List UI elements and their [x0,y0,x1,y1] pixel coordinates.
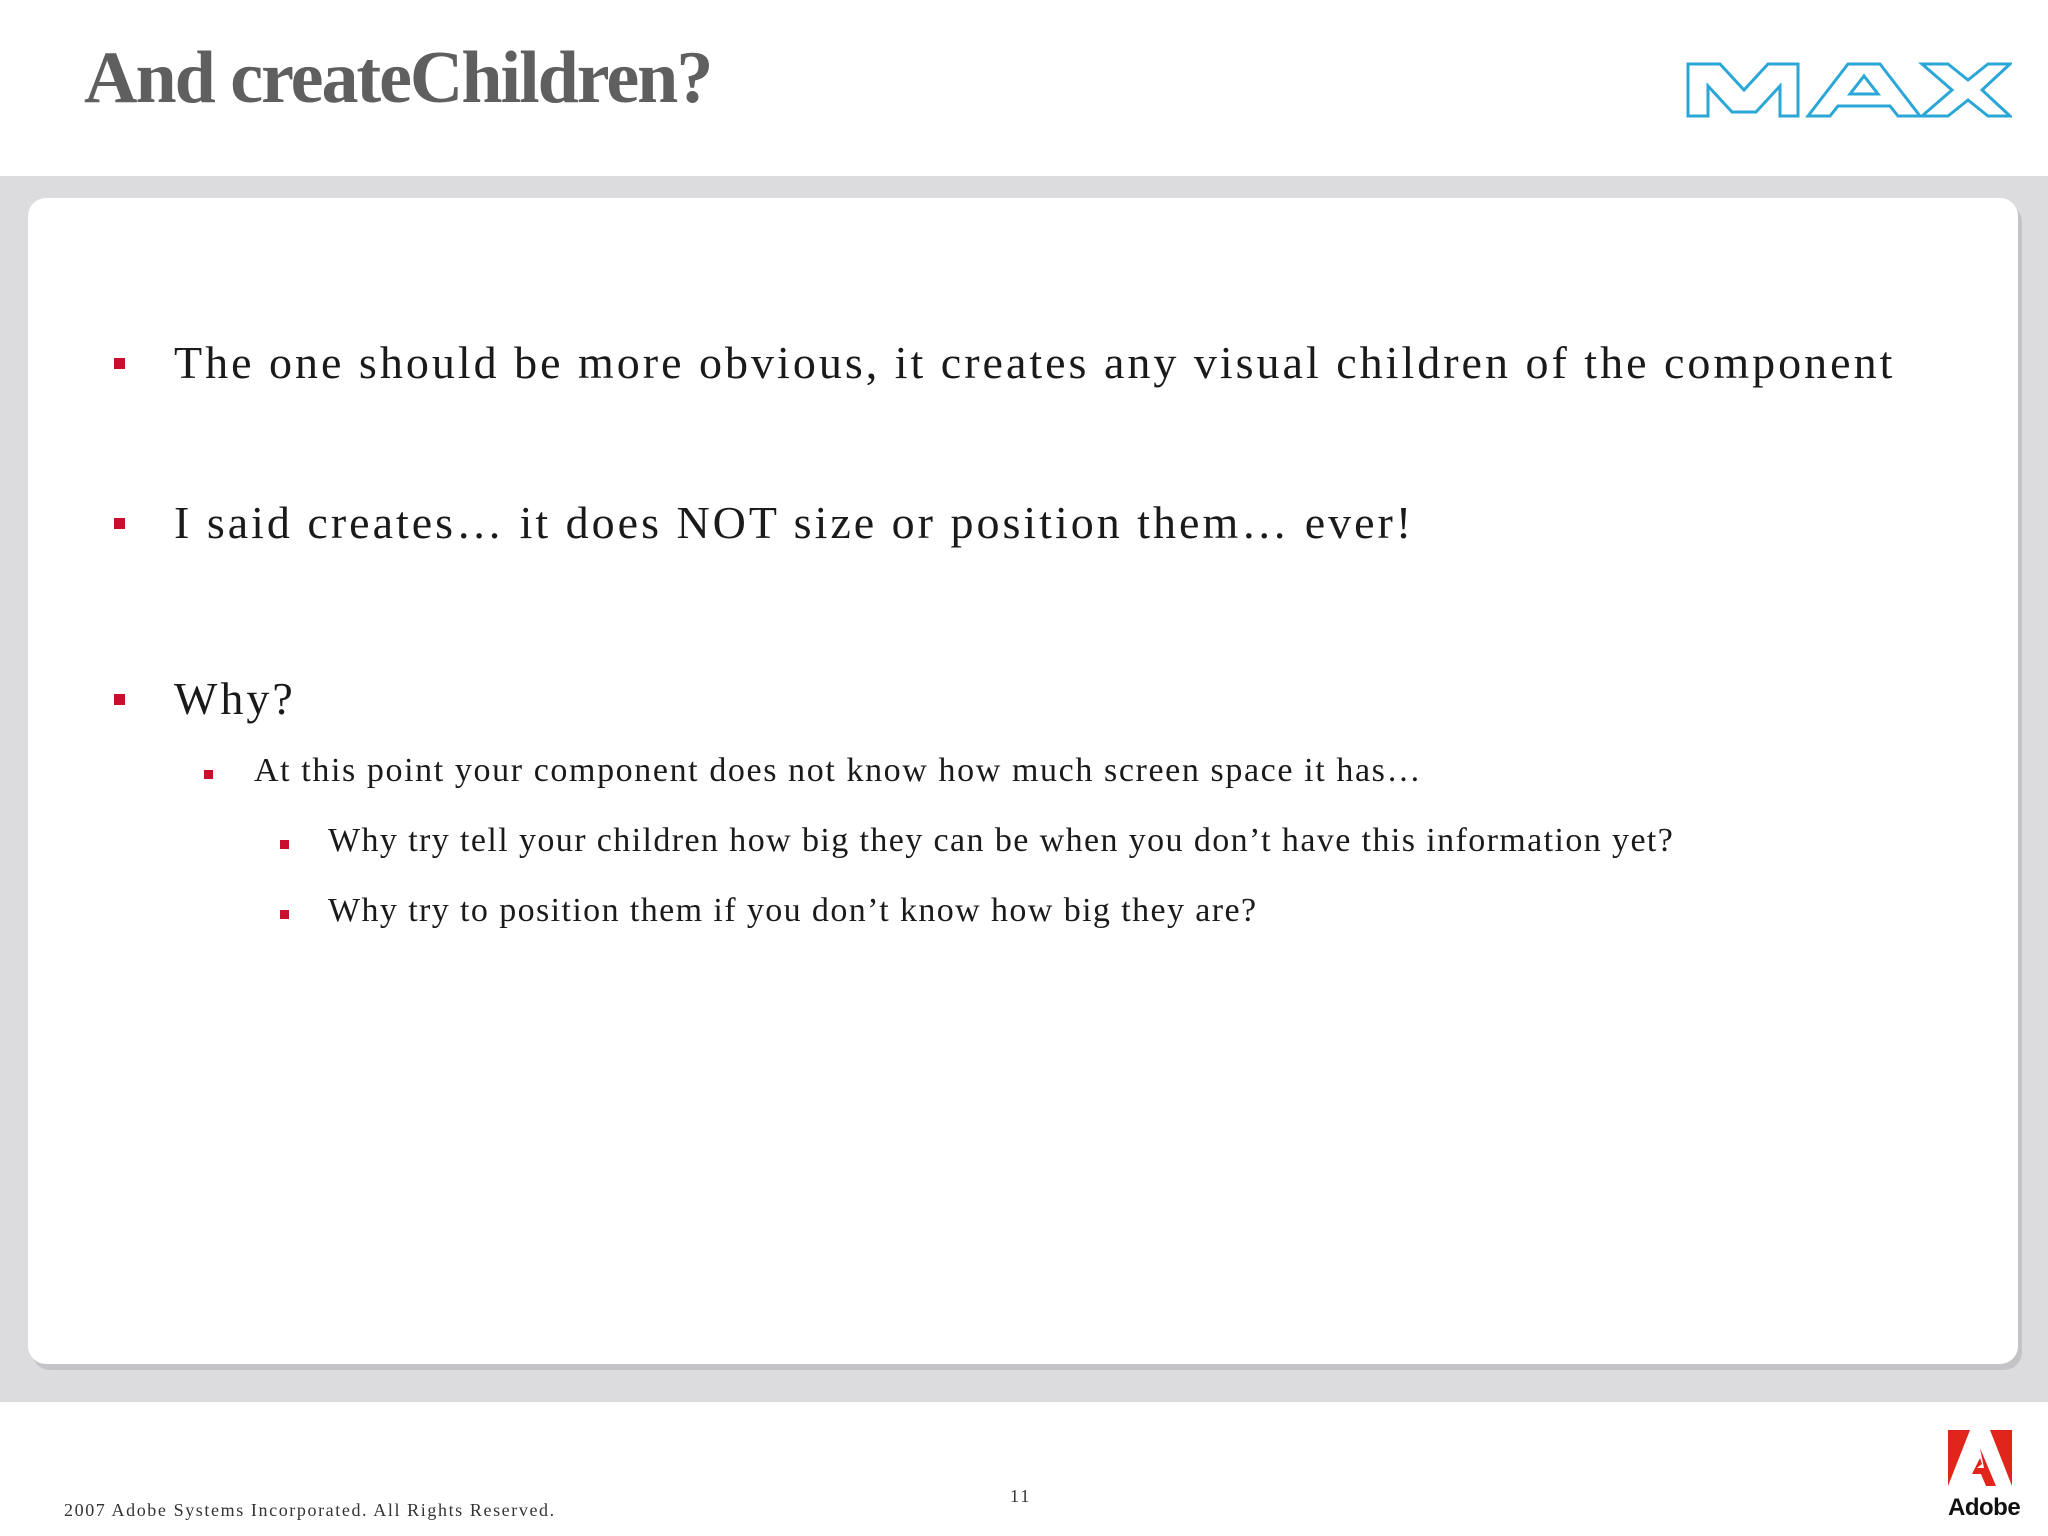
bullet-text: Why? [174,673,296,724]
bullet-text: Why try tell your children how big they can be when you don’t have this information yet? [328,822,1675,859]
bullet-marker-icon [114,694,125,705]
bullet-text: At this point your component does not know how much screen space it has… [254,752,1423,789]
bullet-marker-icon [204,770,213,779]
sub-sub-bullet-item [328,892,1257,930]
bullet-marker-icon [280,910,289,919]
bullet-item [174,496,1414,549]
bullet-marker-icon [114,518,125,529]
bullet-text: The one should be more obvious, it creates any visual children of the component [174,337,1896,388]
bullet-item [174,672,296,725]
sub-bullet-item [254,752,1422,790]
content-panel [28,198,2018,1364]
max-logo-icon [1686,60,2012,120]
bullet-text: I said creates… it does NOT size or position them… ever! [174,497,1415,548]
copyright-text: 2007 Adobe Systems Incorporated. All Rights Reserved. [64,1500,556,1520]
sub-sub-bullet-item [328,822,1674,860]
bullet-item [174,336,1895,389]
page-number: 11 [1010,1486,1032,1506]
bullet-marker-icon [280,840,289,849]
bullet-marker-icon [114,358,125,369]
bullet-text: Why try to position them if you don’t know how big they are? [328,892,1258,929]
slide-header [0,0,2048,176]
slide-title: And createChildren? [84,37,712,119]
bullet-list [28,198,2018,1364]
adobe-wordmark: Adobe [1948,1494,2021,1521]
